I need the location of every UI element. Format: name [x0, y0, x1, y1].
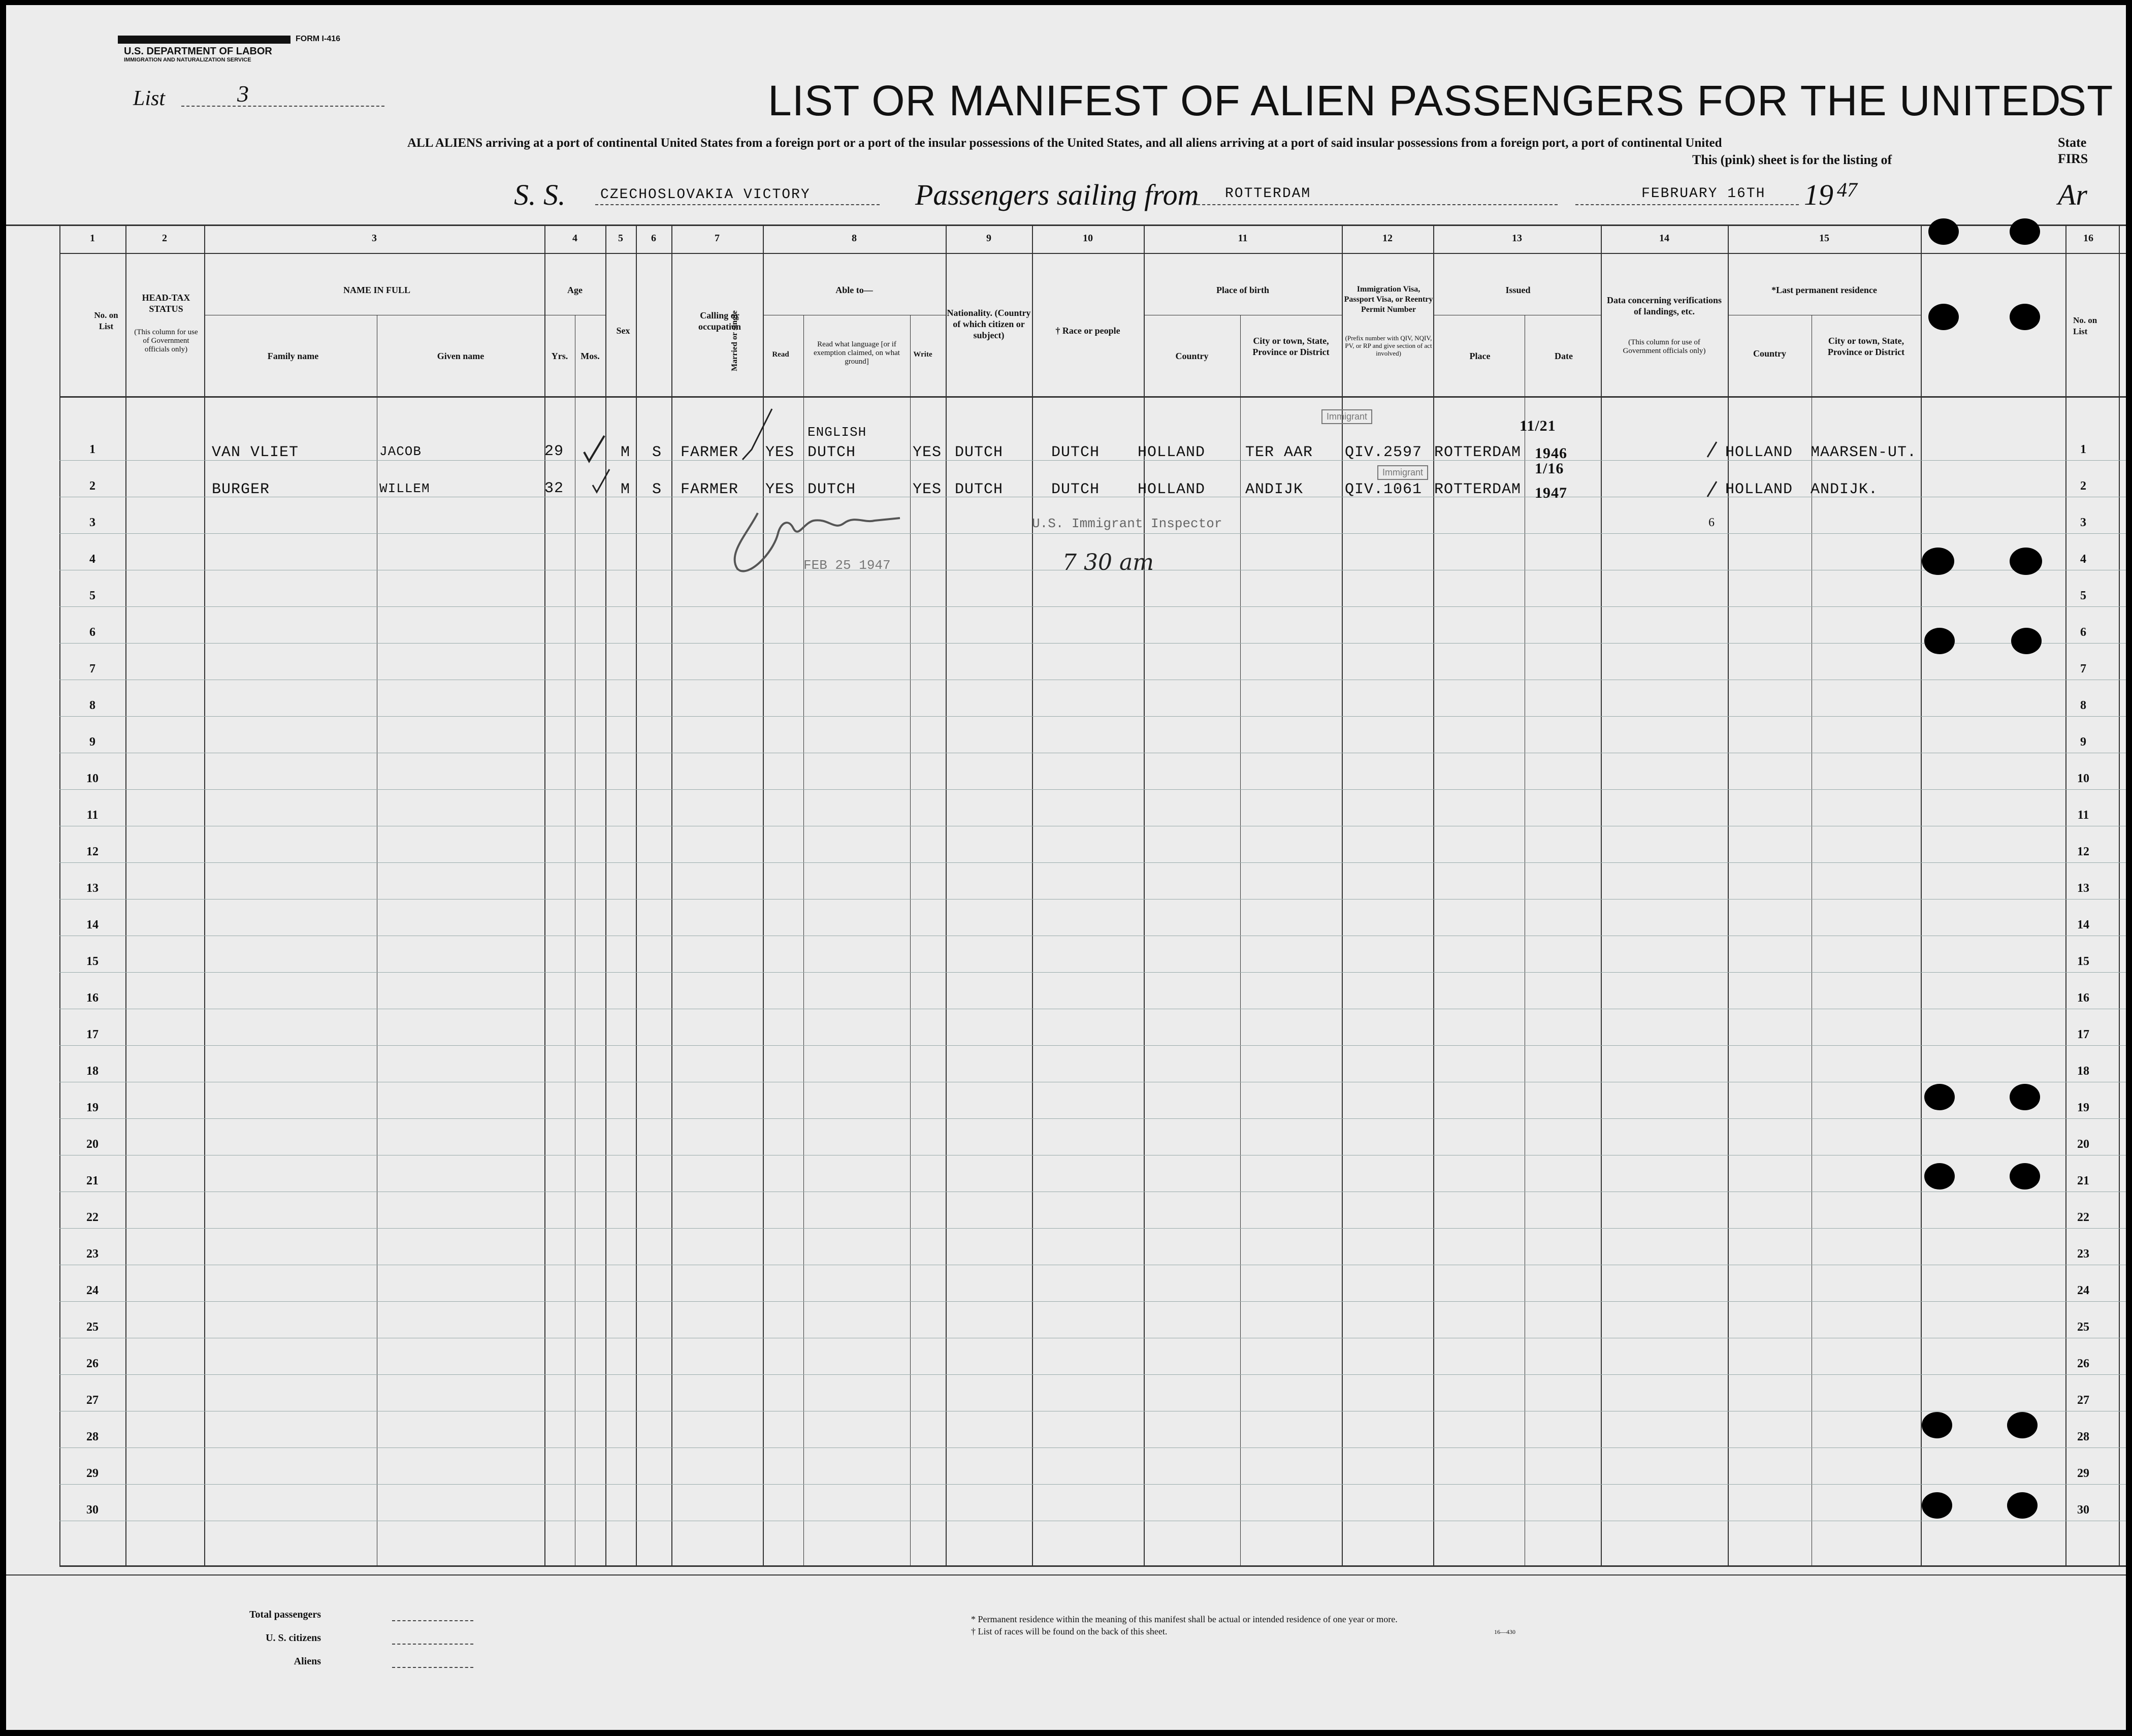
col15-city: City or town, State, Province or District [1827, 336, 1905, 357]
col8-write: Write [913, 350, 932, 359]
col15-country: Country [1753, 348, 1786, 359]
row-number-right: 15 [2077, 955, 2089, 968]
subline-2-cont: FIRS [2058, 151, 2088, 166]
col7-header: Calling or occupation [698, 310, 741, 332]
col4-yrs: Yrs. [551, 351, 568, 361]
column-number: 1 [90, 233, 95, 244]
subline-2: This (pink) sheet is for the listing of [1692, 152, 1892, 167]
column-number: 11 [1238, 233, 1248, 244]
year-suffix: 47 [1837, 178, 1857, 201]
total-passengers-label: Total passengers [249, 1609, 321, 1620]
punch-hole [2007, 1492, 2038, 1519]
column-number: 8 [852, 233, 857, 244]
row-number: 5 [89, 589, 95, 602]
small-immigrant-stamp-1: Immigrant [1321, 409, 1372, 424]
small-immigrant-stamp-2: Immigrant [1377, 465, 1428, 480]
col2-title: HEAD-TAX STATUS [142, 293, 190, 314]
row2-read: YES [765, 481, 795, 498]
check-marks [6, 5, 2126, 564]
total-line [392, 1620, 473, 1621]
row-number: 11 [86, 809, 99, 822]
footnote-races: † List of races will be found on the back of this sheet. [971, 1626, 1168, 1636]
row-number-right: 18 [2077, 1065, 2089, 1078]
ar-cont: Ar [2058, 178, 2087, 211]
row-number-right: 2 [2080, 479, 2086, 493]
year-prefix: 19 [1804, 178, 1833, 211]
row-number: 4 [89, 553, 95, 566]
row2-language: DUTCH [807, 481, 856, 498]
row-number-right: 19 [2077, 1101, 2089, 1114]
column-number: 2 [162, 233, 167, 244]
row2-sex: M [621, 481, 631, 498]
col3-title: NAME IN FULL [343, 285, 410, 295]
punch-hole [2010, 1084, 2040, 1110]
row-number-right: 23 [2077, 1247, 2089, 1261]
row-number: 9 [89, 735, 95, 749]
column-number: 6 [651, 233, 656, 244]
punch-hole [2010, 304, 2040, 330]
date-stamp: FEB 25 1947 [803, 558, 891, 573]
col11-title: Place of birth [1216, 285, 1269, 295]
row-rule [59, 643, 2126, 644]
row1-issued-date: 1946 [1535, 445, 1567, 462]
row-number: 25 [86, 1321, 99, 1334]
col9-header: Nationality. (Country of which citizen or subject) [947, 308, 1031, 340]
row1-yrs: 29 [544, 443, 564, 460]
col8-read: Read [772, 350, 789, 359]
row-number-right: 9 [2080, 735, 2086, 749]
department-name: U.S. DEPARTMENT OF LABOR [124, 46, 272, 57]
list-value: 3 [237, 81, 249, 107]
row-number-right: 4 [2080, 553, 2086, 566]
row2-given: WILLEM [379, 481, 430, 496]
manifest-title-cont: ST [2058, 77, 2114, 124]
punch-hole [1924, 1163, 1955, 1190]
row1-family: VAN VLIET [212, 444, 299, 461]
row-rule [59, 1374, 2126, 1375]
grid-line [6, 1574, 2126, 1576]
column-number: 16 [2083, 233, 2093, 244]
row1-write: YES [913, 444, 942, 461]
row-rule [59, 789, 2126, 790]
row-number: 29 [86, 1467, 99, 1480]
row-rule [59, 1301, 2126, 1302]
punch-hole [2007, 1412, 2038, 1438]
punch-hole [1928, 218, 1959, 245]
row-number-right: 6 [2080, 626, 2086, 639]
punch-hole [1924, 628, 1955, 654]
column-number: 13 [1512, 233, 1522, 244]
col14-note: (This column for use of Government officials only) [1623, 338, 1706, 355]
row-rule [59, 1484, 2126, 1485]
sailing-date: FEBRUARY 16TH [1641, 186, 1766, 202]
row-number-right: 7 [2080, 662, 2086, 676]
row-number-right: 17 [2077, 1028, 2089, 1041]
row-number: 21 [86, 1174, 99, 1187]
punch-hole [1922, 548, 1954, 575]
col6-header: Married or single [730, 310, 739, 371]
row-number-right: 12 [2077, 845, 2089, 858]
aliens-line [392, 1667, 473, 1668]
row2-issued-date-top: 1/16 [1535, 460, 1564, 477]
col12-header: Immigration Visa, Passport Visa, or Reentry Permit Number [1344, 285, 1433, 314]
row2-res-city: ANDIJK. [1811, 481, 1879, 498]
row-number: 14 [86, 918, 99, 931]
col1-header: No. on List [94, 310, 118, 331]
col10-header: † Race or people [1055, 326, 1120, 336]
row1-language-top: ENGLISH [807, 425, 867, 440]
port-name: ROTTERDAM [1225, 186, 1311, 202]
row1-language: DUTCH [807, 444, 856, 461]
row-number-right: 16 [2077, 991, 2089, 1005]
row2-issued-date: 1947 [1535, 485, 1567, 501]
punch-hole [2011, 628, 2042, 654]
punch-hole [1922, 1492, 1952, 1519]
row-number-right: 8 [2080, 699, 2086, 712]
punch-hole [2010, 1163, 2040, 1190]
row1-birth-city: TER AAR [1245, 444, 1313, 461]
row1-race: DUTCH [1051, 444, 1100, 461]
row-number-right: 27 [2077, 1394, 2089, 1407]
col16-header: No. on List [2073, 315, 2097, 336]
col3-family: Family name [267, 351, 319, 361]
row-number: 8 [89, 699, 95, 712]
row2-marital: S [652, 481, 662, 498]
col2-note: (This column for use of Government officials only) [134, 328, 198, 353]
row-number: 23 [86, 1247, 99, 1261]
row-number: 30 [86, 1503, 99, 1517]
punch-hole [2010, 548, 2042, 575]
col13-place: Place [1469, 351, 1491, 361]
row-number-right: 14 [2077, 918, 2089, 931]
row-rule [59, 1045, 2126, 1046]
row-number-right: 29 [2077, 1467, 2089, 1480]
row-rule [59, 606, 2126, 607]
row-number-right: 28 [2077, 1430, 2089, 1443]
ss-label: S. S. [514, 178, 566, 211]
row-number-right: 26 [2077, 1357, 2089, 1370]
row2-race: DUTCH [1051, 481, 1100, 498]
row-number: 28 [86, 1430, 99, 1443]
column-number: 4 [572, 233, 577, 244]
row2-birth-city: ANDIJK [1245, 481, 1304, 498]
row1-given: JACOB [379, 444, 422, 459]
citizens-line [392, 1644, 473, 1645]
row1-nationality: DUTCH [955, 444, 1004, 461]
col4-title: Age [567, 285, 583, 295]
sailing-label: Passengers sailing from [915, 178, 1199, 211]
punch-hole [1924, 1084, 1955, 1110]
row-rule [59, 862, 2126, 863]
small-mark: 6 [1708, 516, 1715, 529]
column-number: 12 [1382, 233, 1393, 244]
row-rule [59, 1228, 2126, 1229]
ship-name: CZECHOSLOVAKIA VICTORY [600, 187, 811, 203]
row2-birth-country: HOLLAND [1138, 481, 1206, 498]
subline-1-cont: State [2058, 135, 2087, 150]
row2-occupation: FARMER [681, 481, 739, 498]
row-number-right: 11 [2077, 809, 2089, 822]
col4-mos: Mos. [580, 351, 600, 361]
col5-header: Sex [616, 326, 630, 336]
col15-title: *Last permanent residence [1771, 285, 1877, 295]
row-number-right: 20 [2077, 1138, 2089, 1151]
row1-marital: S [652, 444, 662, 461]
row-number: 26 [86, 1357, 99, 1370]
list-label: List [133, 87, 166, 110]
time-note: 7 30 am [1062, 550, 1154, 575]
row-number-right: 22 [2077, 1211, 2089, 1224]
row2-write: YES [913, 481, 942, 498]
row2-res-country: HOLLAND [1725, 481, 1793, 498]
row-number: 13 [86, 882, 99, 895]
row1-birth-country: HOLLAND [1138, 444, 1206, 461]
row1-read: YES [765, 444, 795, 461]
row-number-right: 30 [2077, 1503, 2089, 1517]
column-number: 15 [1819, 233, 1829, 244]
row1-occupation: FARMER [681, 444, 739, 461]
row1-issued-date-top: 11/21 [1520, 417, 1556, 434]
punch-hole [2010, 218, 2040, 245]
row1-sex: M [621, 444, 631, 461]
col11-country: Country [1175, 351, 1209, 361]
row-number: 17 [86, 1028, 99, 1041]
row-rule [59, 1118, 2126, 1119]
row-number: 10 [86, 772, 99, 785]
col12-note: (Prefix number with QIV, NQIV, PV, or RP and give section of act involved) [1345, 334, 1432, 357]
us-citizens-label: U. S. citizens [266, 1632, 321, 1644]
column-number: 10 [1083, 233, 1093, 244]
col3-given: Given name [437, 351, 484, 361]
col14-header: Data concerning verifications of landings, etc. [1607, 295, 1722, 316]
inspector-stamp: U.S. Immigrant Inspector [1032, 516, 1222, 531]
column-number: 3 [372, 233, 377, 244]
row-number: 7 [89, 662, 95, 676]
col13-title: Issued [1505, 285, 1531, 295]
row-number: 2 [89, 479, 95, 493]
row-number: 1 [89, 443, 95, 456]
row2-yrs: 32 [544, 480, 564, 497]
col8-language: Read what language [or if exemption claimed, on what ground] [814, 340, 900, 366]
form-code: 16—430 [1494, 1628, 1515, 1635]
col8-title: Able to— [835, 285, 873, 295]
row1-issued-place: ROTTERDAM [1434, 444, 1522, 461]
row-rule [59, 716, 2126, 717]
row-number: 16 [86, 991, 99, 1005]
col13-date: Date [1555, 351, 1573, 361]
row2-issued-place: ROTTERDAM [1434, 481, 1522, 498]
row1-res-country: HOLLAND [1725, 444, 1793, 461]
punch-hole [1928, 304, 1959, 330]
row-number-right: 21 [2077, 1174, 2089, 1187]
row-number: 15 [86, 955, 99, 968]
subline-1: ALL ALIENS arriving at a port of continental United States from a foreign port or a port of the insular possessions of the United States, and all aliens arriving at a port of said insular possessions from a foreign port, a port of continental United [407, 136, 1722, 150]
row-number-right: 25 [2077, 1321, 2089, 1334]
row1-visa: QIV.2597 [1345, 444, 1423, 461]
row-number-right: 24 [2077, 1284, 2089, 1297]
row1-res-city: MAARSEN-UT. [1811, 444, 1917, 461]
col11-city: City or town, State, Province or District [1252, 336, 1330, 357]
manifest-title: LIST OR MANIFEST OF ALIEN PASSENGERS FOR THE UNITED [768, 77, 2061, 124]
row-number-right: 10 [2077, 772, 2089, 785]
row-number-right: 3 [2080, 516, 2086, 529]
row-number-right: 1 [2080, 443, 2086, 456]
row-number: 18 [86, 1065, 99, 1078]
row-number: 27 [86, 1394, 99, 1407]
service-name: IMMIGRATION AND NATURALIZATION SERVICE [124, 57, 251, 63]
row-number-right: 13 [2077, 882, 2089, 895]
row2-nationality: DUTCH [955, 481, 1004, 498]
row-number: 6 [89, 626, 95, 639]
row-number: 24 [86, 1284, 99, 1297]
row-number: 22 [86, 1211, 99, 1224]
row-number: 3 [89, 516, 95, 529]
row-number: 12 [86, 845, 99, 858]
punch-hole [1922, 1412, 1952, 1438]
row2-family: BURGER [212, 481, 270, 498]
grid-line [59, 1565, 2126, 1567]
aliens-label: Aliens [294, 1656, 321, 1667]
row-number: 20 [86, 1138, 99, 1151]
footnote-residence: * Permanent residence within the meaning of this manifest shall be actual or intended residence of one year or more. [971, 1614, 1398, 1624]
row-rule [59, 972, 2126, 973]
column-number: 7 [715, 233, 720, 244]
row-number: 19 [86, 1101, 99, 1114]
row-number-right: 5 [2080, 589, 2086, 602]
manifest-sheet [6, 5, 2126, 1730]
column-number: 14 [1659, 233, 1669, 244]
column-number: 9 [986, 233, 991, 244]
column-number: 5 [618, 233, 623, 244]
form-number: FORM I-416 [296, 35, 341, 43]
row2-visa: QIV.1061 [1345, 481, 1423, 498]
